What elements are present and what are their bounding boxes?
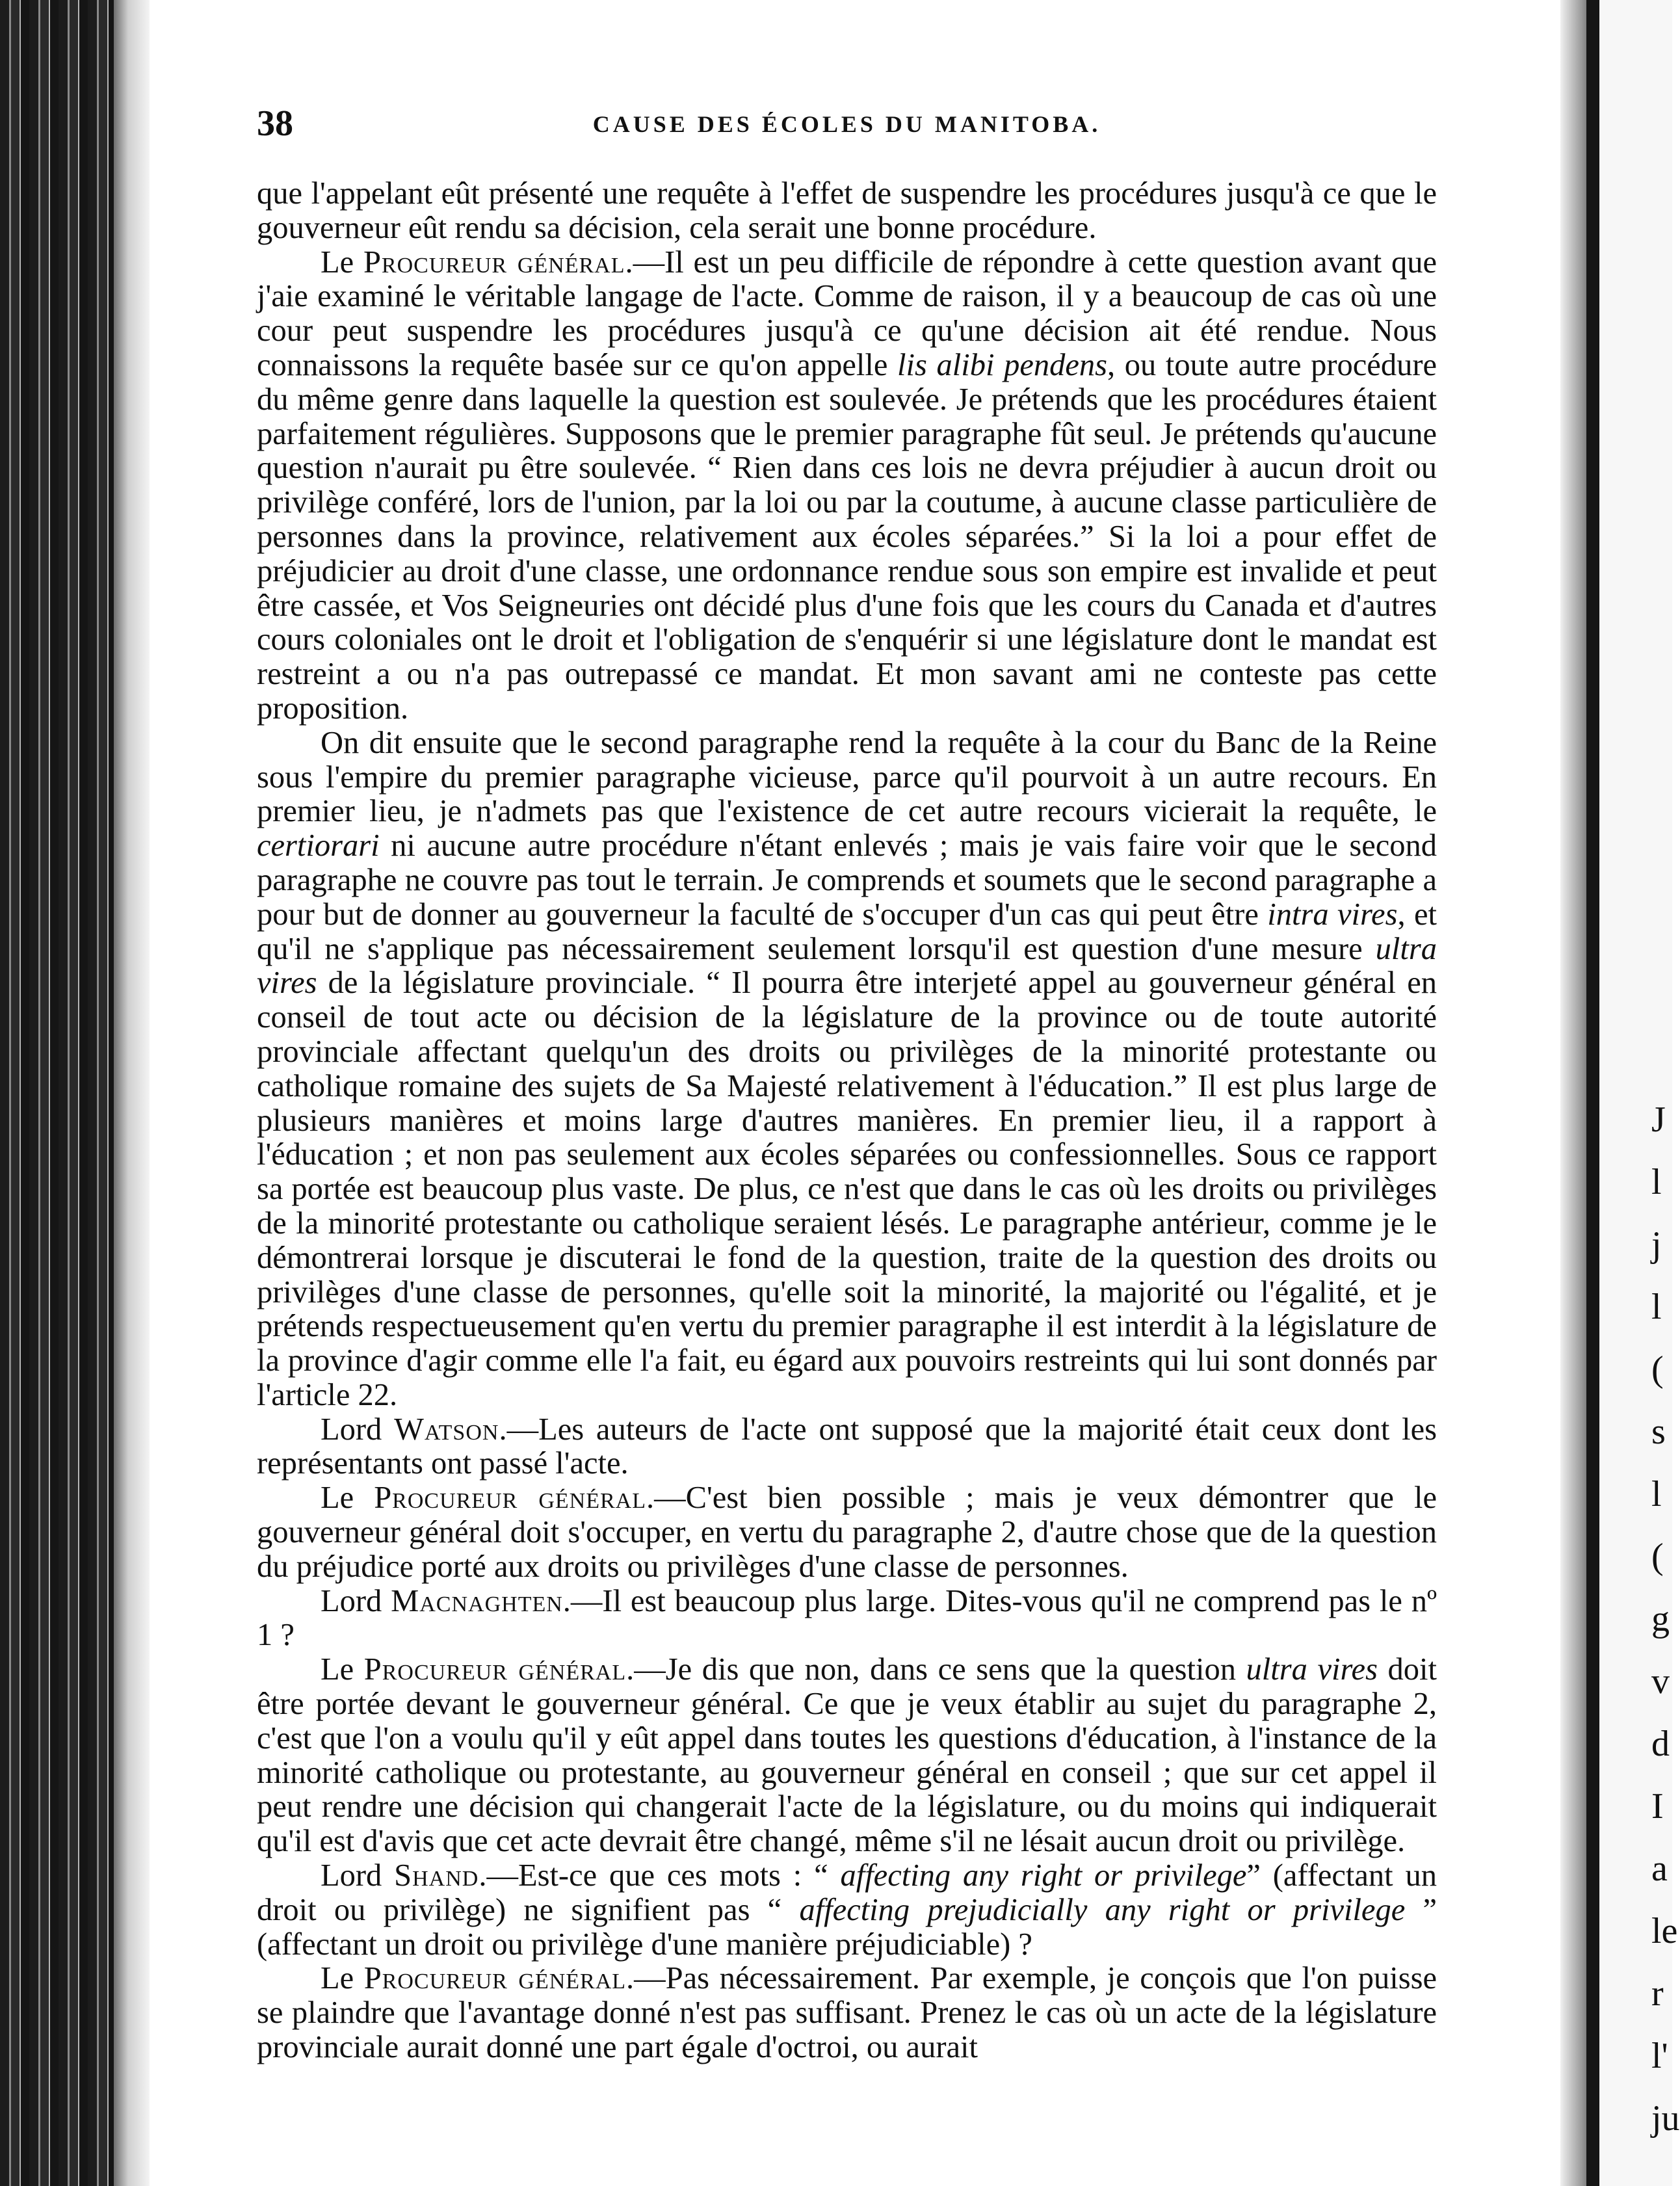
text-run: Lord xyxy=(321,1412,395,1447)
text-run: Lord xyxy=(321,1583,391,1618)
edge-glyph: l xyxy=(1651,1162,1662,1202)
edge-glyph: j xyxy=(1651,1224,1662,1265)
edge-glyph: J xyxy=(1651,1100,1666,1140)
text-run: Le xyxy=(321,1652,364,1687)
italic-phrase: affecting prejudicially any right or privilege xyxy=(799,1892,1406,1927)
italic-phrase: intra vires xyxy=(1267,897,1398,932)
edge-glyph: l xyxy=(1651,1287,1662,1327)
text-run: Lord xyxy=(321,1858,395,1893)
edge-glyph: le xyxy=(1651,1911,1678,1951)
text-run: .—Les auteurs de l'acte ont supposé que la majorité était ceux dont les représentants ont passé l'acte. xyxy=(257,1412,1437,1481)
edge-glyph: v xyxy=(1651,1661,1670,1702)
text-run: ni aucune autre procédure n'étant enlevés ; mais je vais faire voir que le second paragraphe ne couvre pas tout le terrain. Je comprends et soumets que le second paragraphe a pour but de donner au gouverneur la faculté de s'occuper d'un cas qui peut être xyxy=(257,828,1437,932)
page-header xyxy=(257,98,1437,150)
text-run: Le xyxy=(321,1961,364,1996)
text-run: .—Est-ce que ces mots : “ xyxy=(479,1858,841,1893)
speaker-name: Shand xyxy=(394,1858,479,1893)
book-binding-edge xyxy=(0,0,114,2186)
italic-phrase: certiorari xyxy=(257,828,380,863)
text-run: , ou toute autre procédure du même genre dans laquelle la question est soulevée. Je prétends que les procédures étaient parfaitement régulières. Supposons que le premier paragraphe fût seul. Je prétends qu'aucune question n'aurait pu être soulevée. “ Rien dans ces lois ne devra préjudier à aucun droit ou privilège conféré, lors de l'union, par la loi ou par la coutume, à aucune classe particulière de personnes dans la province, relativement aux écoles séparées.” Si la loi a pour effet de préjudicier au droit d'une classe, une ordonnance rendue sous son empire est invalide et peut être cassée, et Vos Seigneuries ont décidé plus d'une fois que les cours du Canada et d'autres cours coloniales ont le droit et l'obligation de s'enquérir si une législature dont le mandat est restreint a ou n'a pas outrepassé ce mandat. Et mon savant ami ne conteste pas cette proposition. xyxy=(257,347,1437,726)
binding-shadow xyxy=(114,0,150,2186)
speaker-name: Procureur général xyxy=(363,1652,627,1687)
text-run: .—Il est beaucoup plus large. Dites-vous qu'il ne comprend pas le nº 1 ? xyxy=(257,1583,1437,1653)
text-run: ” (affectant un droit ou privilège d'une manière préjudiciable) ? xyxy=(257,1892,1437,1962)
italic-phrase: ultra vires xyxy=(1246,1652,1378,1687)
text-run: .—Je dis que non, dans ce sens que la question xyxy=(626,1652,1246,1687)
paragraph xyxy=(257,726,1437,1413)
italic-phrase: ultra vires xyxy=(257,931,1437,1001)
paragraph xyxy=(257,1859,1437,1962)
text-run: Le xyxy=(321,244,363,280)
paragraph xyxy=(257,177,1437,246)
italic-phrase: lis alibi pendens xyxy=(897,347,1108,382)
speaker-name: Procureur général xyxy=(374,1481,646,1516)
text-run: .—Pas nécessairement. Par exemple, je conçois que l'on puisse se plaindre que l'avantage donné n'est pas suffisant. Prenez le cas où un acte de la législature provinciale aurait donné une part égale d'octroi, ou aurait xyxy=(257,1961,1437,2065)
edge-glyph: I xyxy=(1651,1786,1664,1826)
text-run: On dit ensuite que le second paragraphe rend la requête à la cour du Banc de la Reine sous l'empire du premier paragraphe vicieuse, parce qu'il pourvoit à un autre recours. En premier lieu, je n'admets pas que l'existence de cet autre recours vicierait la requête, le xyxy=(257,725,1437,829)
paragraph xyxy=(257,1413,1437,1482)
speaker-name: Procureur général xyxy=(363,1961,627,1996)
text-run: .—Il est un peu difficile de répondre à cette question avant que j'aie examiné le véritable langage de l'acte. Comme de raison, il y a beaucoup de cas où une cour peut suspendre les procédures jusqu'à ce qu'une décision ait été rendue. Nous connaissons la requête basée sur ce qu'on appelle xyxy=(257,244,1437,382)
text-run: .—C'est bien possible ; mais je veux démontrer que le gouverneur général doit s'occuper, en vertu du paragraphe 2, d'autre chose que de la question du préjudice porté aux droits ou privilèges d'une classe de personnes. xyxy=(257,1481,1437,1584)
text-run: que l'appelant eût présenté une requête à l'effet de suspendre les procédures jusqu'à ce que le gouverneur eût rendu sa décision, cela serait une bonne procédure. xyxy=(257,176,1437,245)
edge-glyph: a xyxy=(1651,1849,1668,1889)
edge-glyph: ( xyxy=(1651,1536,1664,1577)
speaker-name: Watson xyxy=(394,1412,499,1447)
next-page-dark-edge xyxy=(1586,0,1601,2186)
edge-glyph: l xyxy=(1651,1474,1662,1514)
text-run: doit être portée devant le gouverneur général. Ce que je veux établir au sujet du paragraphe 2, c'est que l'on a voulu qu'il y eût appel dans toutes les questions d'éducation, à l'instance de la minorité catholique ou protestante, au gouverneur général en conseil ; que sur cet appel il peut rendre une décision qui changerait l'acte de la législature, ou du moins qui indiquerait qu'il est d'avis que cet acte devrait être changé, même s'il ne lésait aucun droit ou privilège. xyxy=(257,1652,1437,1859)
edge-glyph: l' xyxy=(1651,2036,1668,2076)
text-run: de la législature provinciale. “ Il pourra être interjeté appel au gouverneur général en conseil de tout acte ou décision de la législature de la province ou de toute autorité provinciale affectant quelqu'un des droits ou privilèges de la minorité protestante ou catholique romaine des sujets de Sa Majesté relativement à l'éducation.” Il est plus large de plusieurs manières et moins large d'autres manières. En premier lieu, il a rapport à l'éducation ; et non pas seulement aux écoles séparées ou confessionnelles. Sous ce rapport sa portée est beaucoup plus vaste. De plus, ce n'est que dans le cas où les droits ou privilèges de la minorité protestante ou catholique seraient lésés. Le paragraphe antérieur, comme je le démontrerai lorsque je discuterai le fond de la question, traite de la question des droits ou privilèges d'une classe de personnes, qu'elle soit la minorité, la majorité ou l'égalité, et je prétends respectueusement qu'en vertu du premier paragraphe il est interdit à la législature de la province d'agir comme elle l'a fait, eu égard aux pouvoirs restreints qui lui sont donnés par l'article 22. xyxy=(257,966,1437,1412)
edge-glyph: g xyxy=(1651,1599,1670,1639)
body-text xyxy=(257,177,1437,2065)
paragraph xyxy=(257,1585,1437,1653)
speaker-name: Procureur général xyxy=(363,244,625,280)
text-run: ” (affectant un droit ou privilège) ne signifient pas “ xyxy=(257,1858,1437,1927)
paragraph xyxy=(257,1481,1437,1584)
edge-glyph: ju xyxy=(1651,2098,1680,2139)
page-number: 38 xyxy=(257,103,293,144)
italic-phrase: affecting any right or privilege xyxy=(840,1858,1247,1893)
edge-glyph: d xyxy=(1651,1724,1670,1764)
edge-glyph: s xyxy=(1651,1412,1666,1452)
page-content xyxy=(257,98,1437,2065)
edge-glyph: r xyxy=(1651,1973,1664,2014)
paragraph xyxy=(257,1962,1437,2064)
text-run: Le xyxy=(321,1481,374,1516)
speaker-name: Macnaghten xyxy=(391,1583,563,1618)
running-head: CAUSE DES ÉCOLES DU MANITOBA. xyxy=(592,111,1101,137)
edge-glyph: ( xyxy=(1651,1349,1664,1389)
text-run: , et qu'il ne s'applique pas nécessairement seulement lorsqu'il est question d'une mesure xyxy=(257,897,1437,966)
paragraph xyxy=(257,1653,1437,1859)
paragraph xyxy=(257,246,1437,726)
